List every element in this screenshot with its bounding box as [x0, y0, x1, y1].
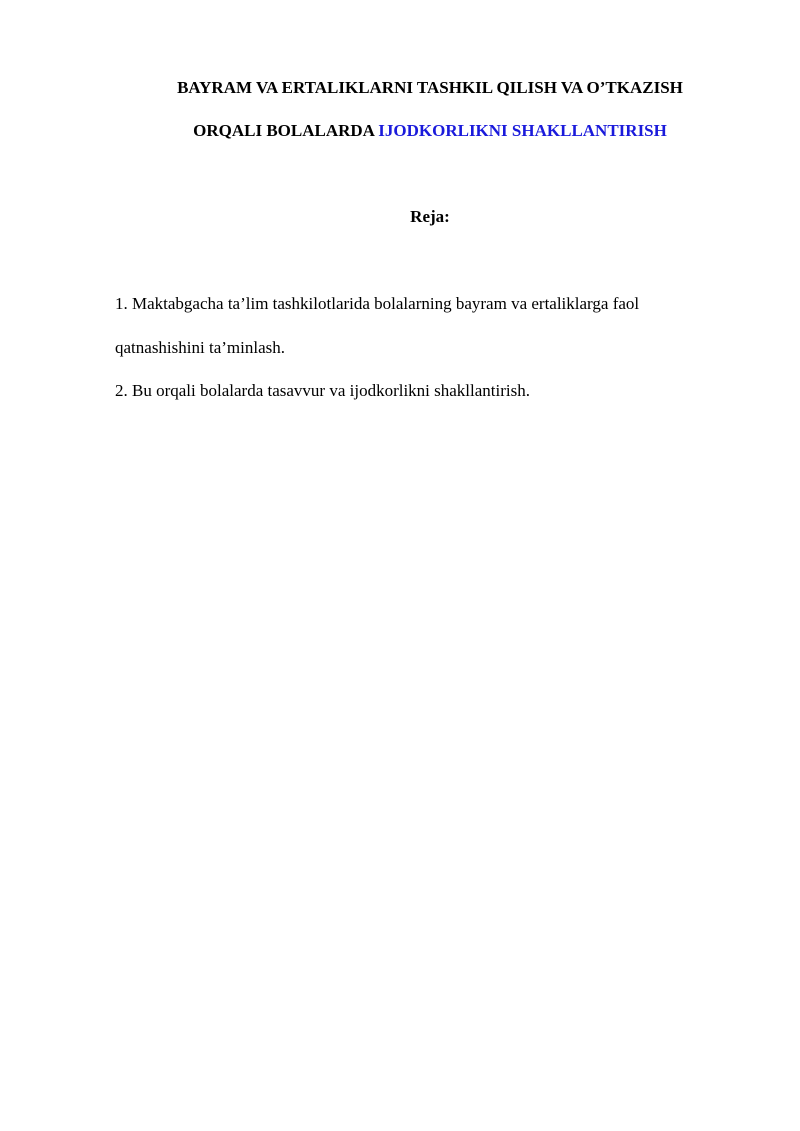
plan-item-2: 2. Bu orqali bolalarda tasavvur va ijodkorlikni shakllantirish. [115, 381, 530, 400]
plan-item-1-line-1: 1. Maktabgacha ta’lim tashkilotlarida bolalarning bayram va ertaliklarga faol [115, 294, 640, 313]
plan-heading: Reja: [410, 207, 450, 226]
title-line-2 [0, 121, 800, 141]
title-line-1: BAYRAM VA ERTALIKLARNI TASHKIL QILISH VA O’TKAZISH [177, 78, 683, 97]
title-line-2-prefix: ORQALI BOLALARDA [193, 121, 379, 140]
plan-item-1-line-2: qatnashishini ta’minlash. [115, 338, 285, 357]
title-highlight: IJODKORLIKNI SHAKLLANTIRISH [378, 121, 667, 140]
